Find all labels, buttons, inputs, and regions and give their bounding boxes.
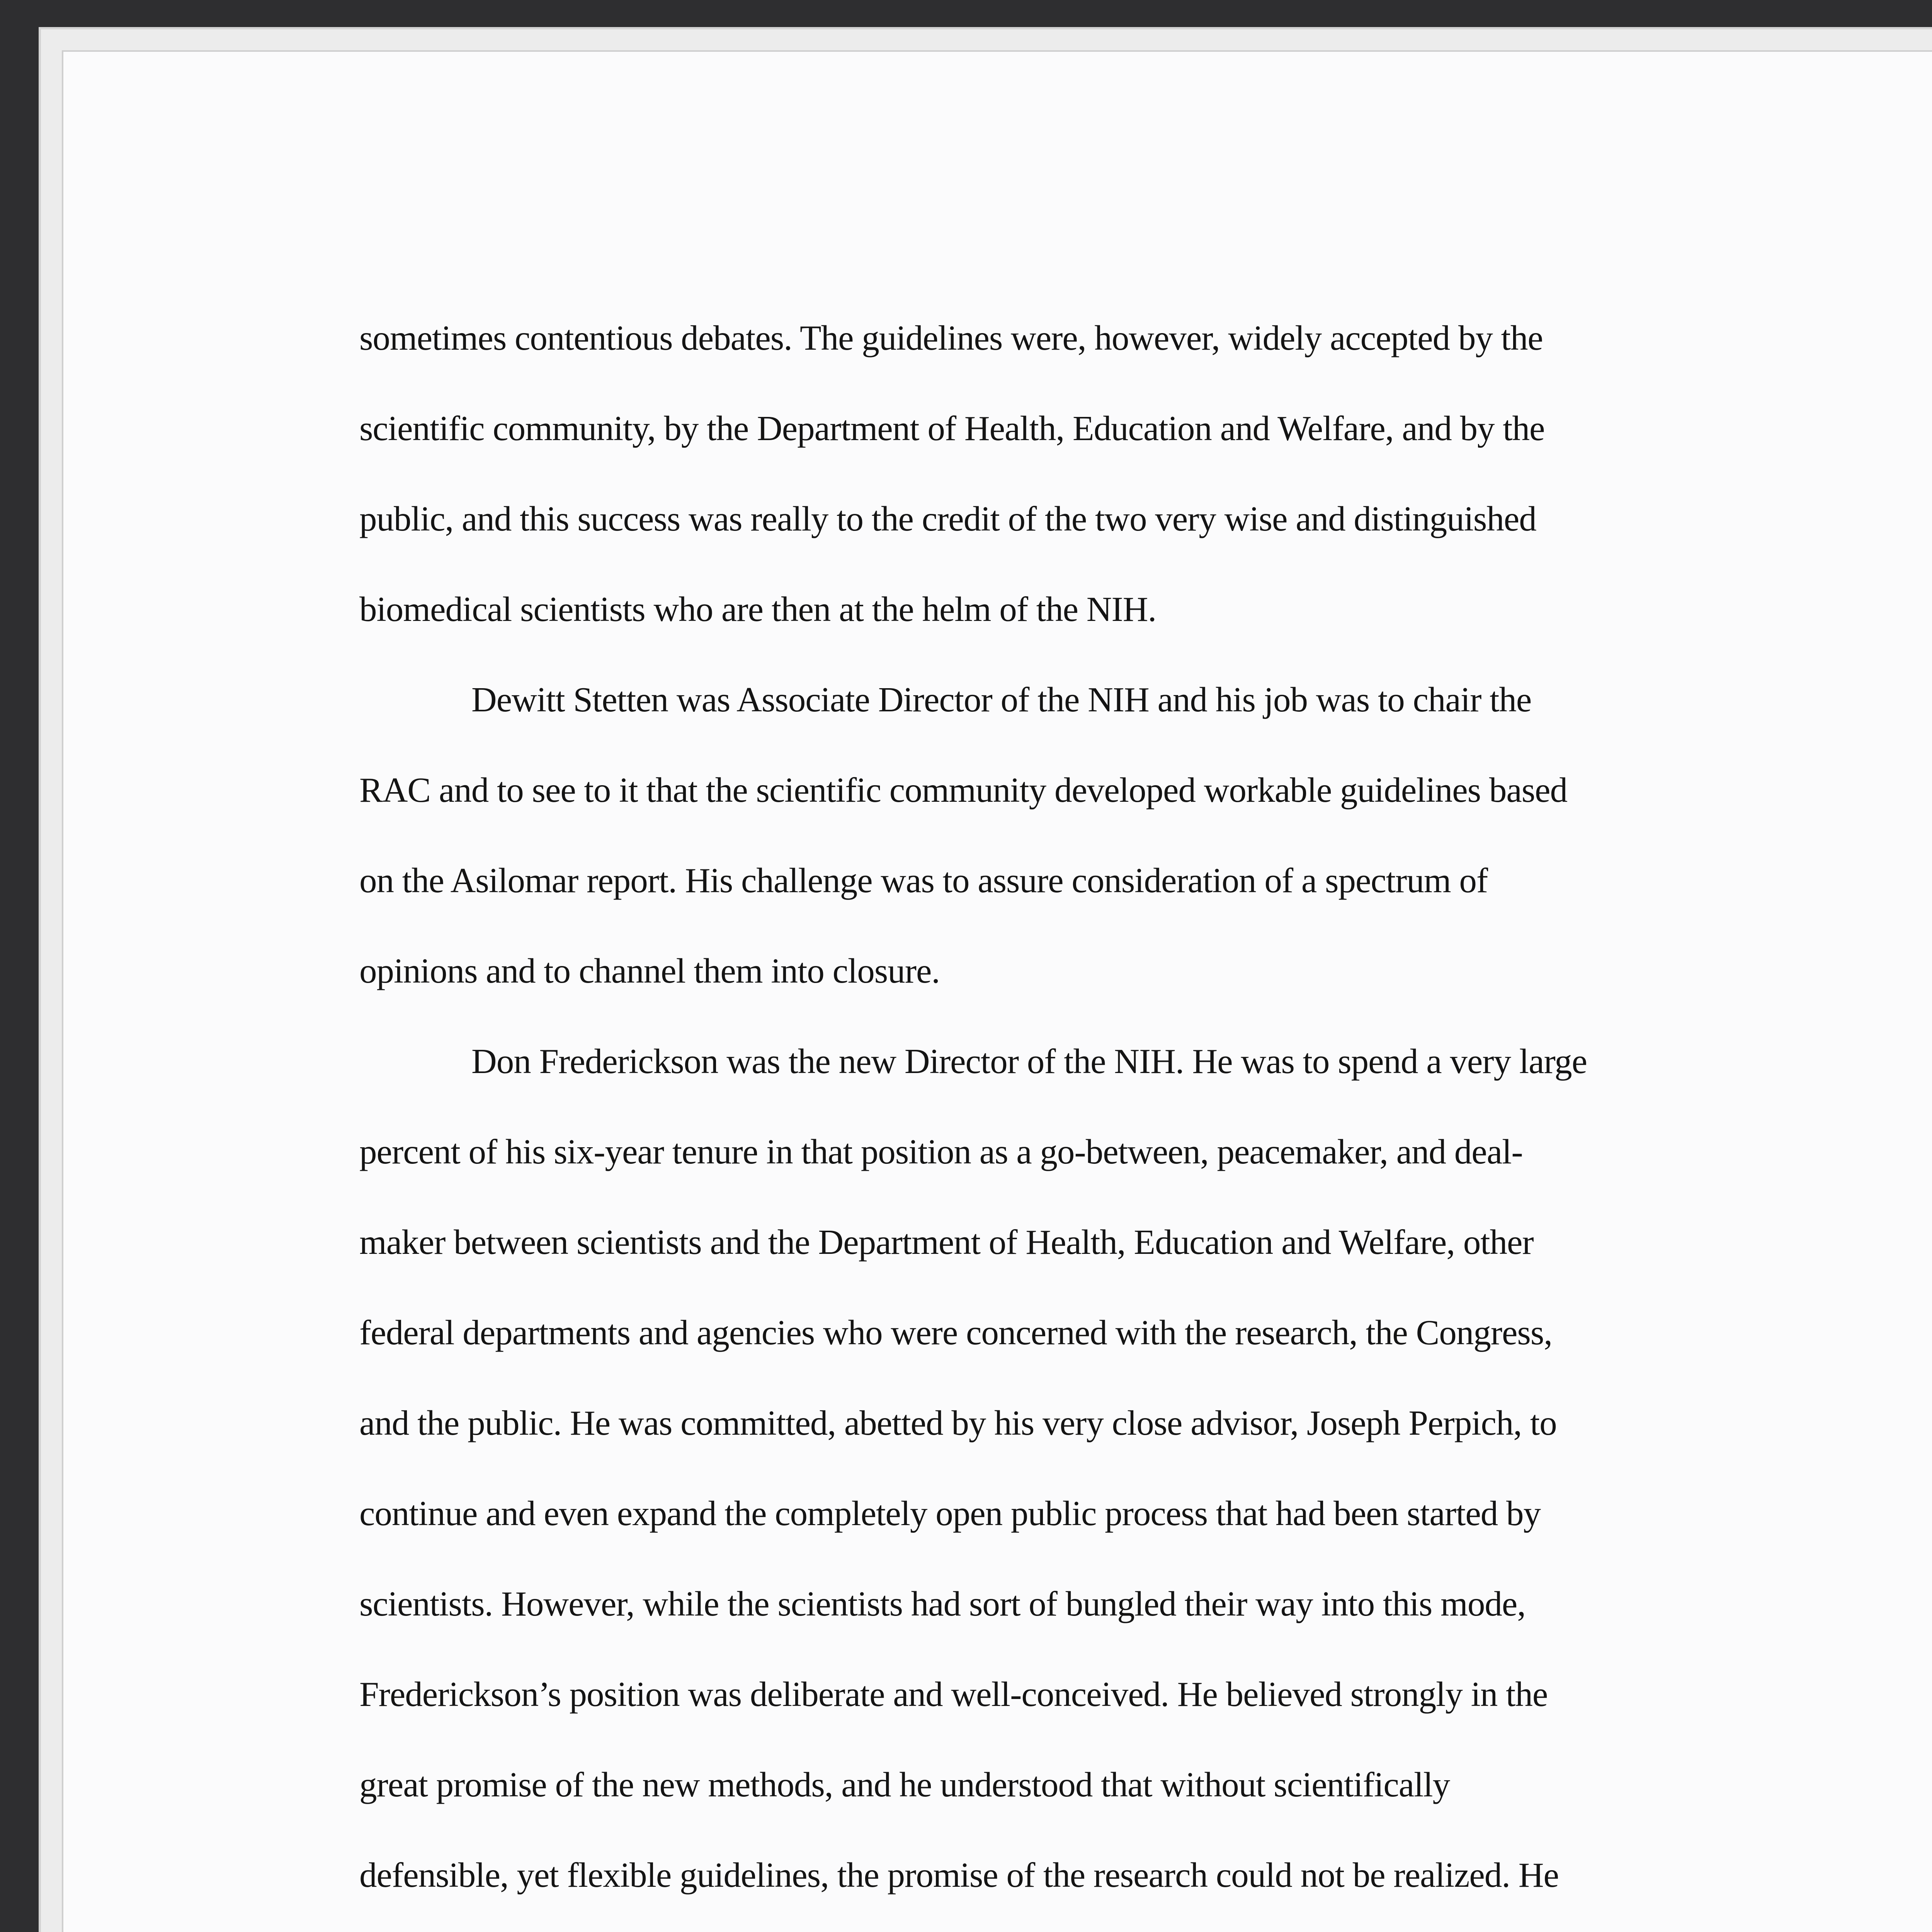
text-line: sometimes contentious debates. The guidelines were, however, widely accepted by the bbox=[359, 318, 1543, 357]
text-line: RAC and to see to it that the scientific community developed workable guidelines based bbox=[359, 770, 1568, 810]
text-line: continue and even expand the completely open public process that had been started by bbox=[359, 1494, 1541, 1533]
text-line: maker between scientists and the Department of Health, Education and Welfare, other bbox=[359, 1223, 1534, 1262]
text-line: opinions and to channel them into closure. bbox=[359, 951, 940, 990]
text-line bbox=[359, 1920, 1859, 1932]
text-line: scientists. However, while the scientists had sort of bungled their way into this mode, bbox=[359, 1584, 1526, 1623]
body-text bbox=[359, 293, 1859, 1932]
paragraph-first-line: Don Frederickson was the new Director of the NIH. He was to spend a very large bbox=[471, 1042, 1587, 1081]
text-line: public, and this success was really to the credit of the two very wise and distinguished bbox=[359, 499, 1536, 538]
text-line: federal departments and agencies who were concerned with the research, the Congress, bbox=[359, 1313, 1553, 1352]
text-line: on the Asilomar report. His challenge was to assure consideration of a spectrum of bbox=[359, 861, 1488, 900]
text-line: Frederickson’s position was deliberate and well-conceived. He believed strongly in the bbox=[359, 1675, 1548, 1714]
text-line: scientific community, by the Department of Health, Education and Welfare, and by the bbox=[359, 409, 1545, 448]
text-line: defensible, yet flexible guidelines, the promise of the research could not be realized. He bbox=[359, 1855, 1559, 1895]
text-line: percent of his six-year tenure in that position as a go-between, peacemaker, and deal- bbox=[359, 1132, 1523, 1171]
text-line: biomedical scientists who are then at the helm of the NIH. bbox=[359, 590, 1156, 629]
text-line: and the public. He was committed, abetted by his very close advisor, Joseph Perpich, to bbox=[359, 1403, 1557, 1442]
text-line: great promise of the new methods, and he understood that without scientifically bbox=[359, 1765, 1450, 1804]
paragraph-first-line: Dewitt Stetten was Associate Director of the NIH and his job was to chair the bbox=[471, 680, 1532, 719]
